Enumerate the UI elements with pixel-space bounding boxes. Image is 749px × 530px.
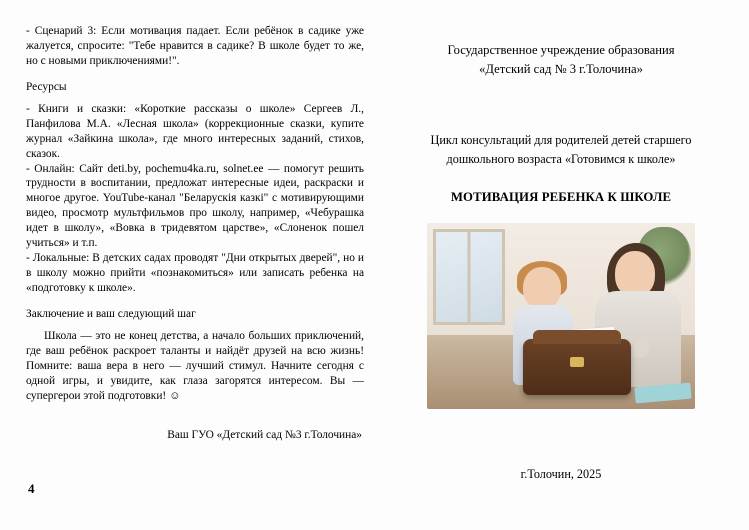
resources-books-paragraph: - Книги и сказки: «Короткие рассказы о школе» Сергеев Л., Панфилова М.А. «Лесная школа» (коррекционные сказки, купите журнал «Зайкина школа», где много интересных заданий, стихов, сказок. xyxy=(26,102,364,160)
spacer xyxy=(26,296,364,307)
adult-head xyxy=(615,251,655,297)
conclusion-heading: Заключение и ваш следующий шаг xyxy=(26,307,196,320)
organization-line-1: Государственное учреждение образования xyxy=(447,43,675,57)
conclusion-paragraph: Школа — это не конец детства, а начало больших приключений, где ваш ребёнок раскроет таланты и найдёт друзей на всю жизнь! Помните: ваша вера в него — лучший стимул. Начните сегодня с одной игры, и увидите, как глаза загорятся интересом. Вы — супергерои этой подготовки! ☺ xyxy=(26,329,364,402)
bag-clasp xyxy=(570,357,584,367)
cover-photo xyxy=(427,223,695,409)
spacer xyxy=(26,322,364,329)
resources-online-paragraph: - Онлайн: Сайт deti.by, pochemu4ka.ru, solnet.ee — помогут решить трудности в воспитании, предложат интересные идеи, раскраски и многое другое. YouTube-канал "Беларускія казкі" с мотивирующими видео, просмотр мультфильмов про школу, например, «Чебурашка идет в школу», «Вовка в тридевятом царстве», «Слоненок пошел учиться» и т.п. xyxy=(26,162,364,250)
footer-place-year: г.Толочин, 2025 xyxy=(520,467,602,481)
child-head xyxy=(523,267,561,309)
resources-local-paragraph: - Локальные: В детских садах проводят "Дни открытых дверей", но и в школу можно прийти «познакомиться» или записать ребенка на «подготовку к школе». xyxy=(26,252,364,294)
photo-scene xyxy=(427,223,695,409)
right-column xyxy=(396,24,726,494)
spacer xyxy=(26,69,364,80)
scenario-paragraph: - Сценарий 3: Если мотивация падает. Если ребёнок в садике уже жалуется, спросите: "Тебе нравится в садике? В школе будет то же, но с новыми приключениями!". xyxy=(26,25,364,67)
window-icon xyxy=(433,229,505,325)
series-line-1: Цикл консультаций для родителей детей старшего xyxy=(430,133,692,147)
left-column xyxy=(26,24,364,494)
spacer xyxy=(26,404,364,418)
organization-line-2: «Детский сад № 3 г.Толочина» xyxy=(479,62,643,76)
spacer xyxy=(26,418,364,429)
brochure-main-title: МОТИВАЦИЯ РЕБЕНКА К ШКОЛЕ xyxy=(450,189,672,204)
resources-heading: Ресурсы xyxy=(26,80,67,93)
spacer xyxy=(26,95,364,102)
page-number: 4 xyxy=(28,481,35,496)
signature-line: Ваш ГУО «Детский сад №3 г.Толочина» xyxy=(167,428,362,441)
series-line-2: дошкольного возраста «Готовимся к школе» xyxy=(446,151,676,166)
schoolbag-icon xyxy=(523,339,631,395)
